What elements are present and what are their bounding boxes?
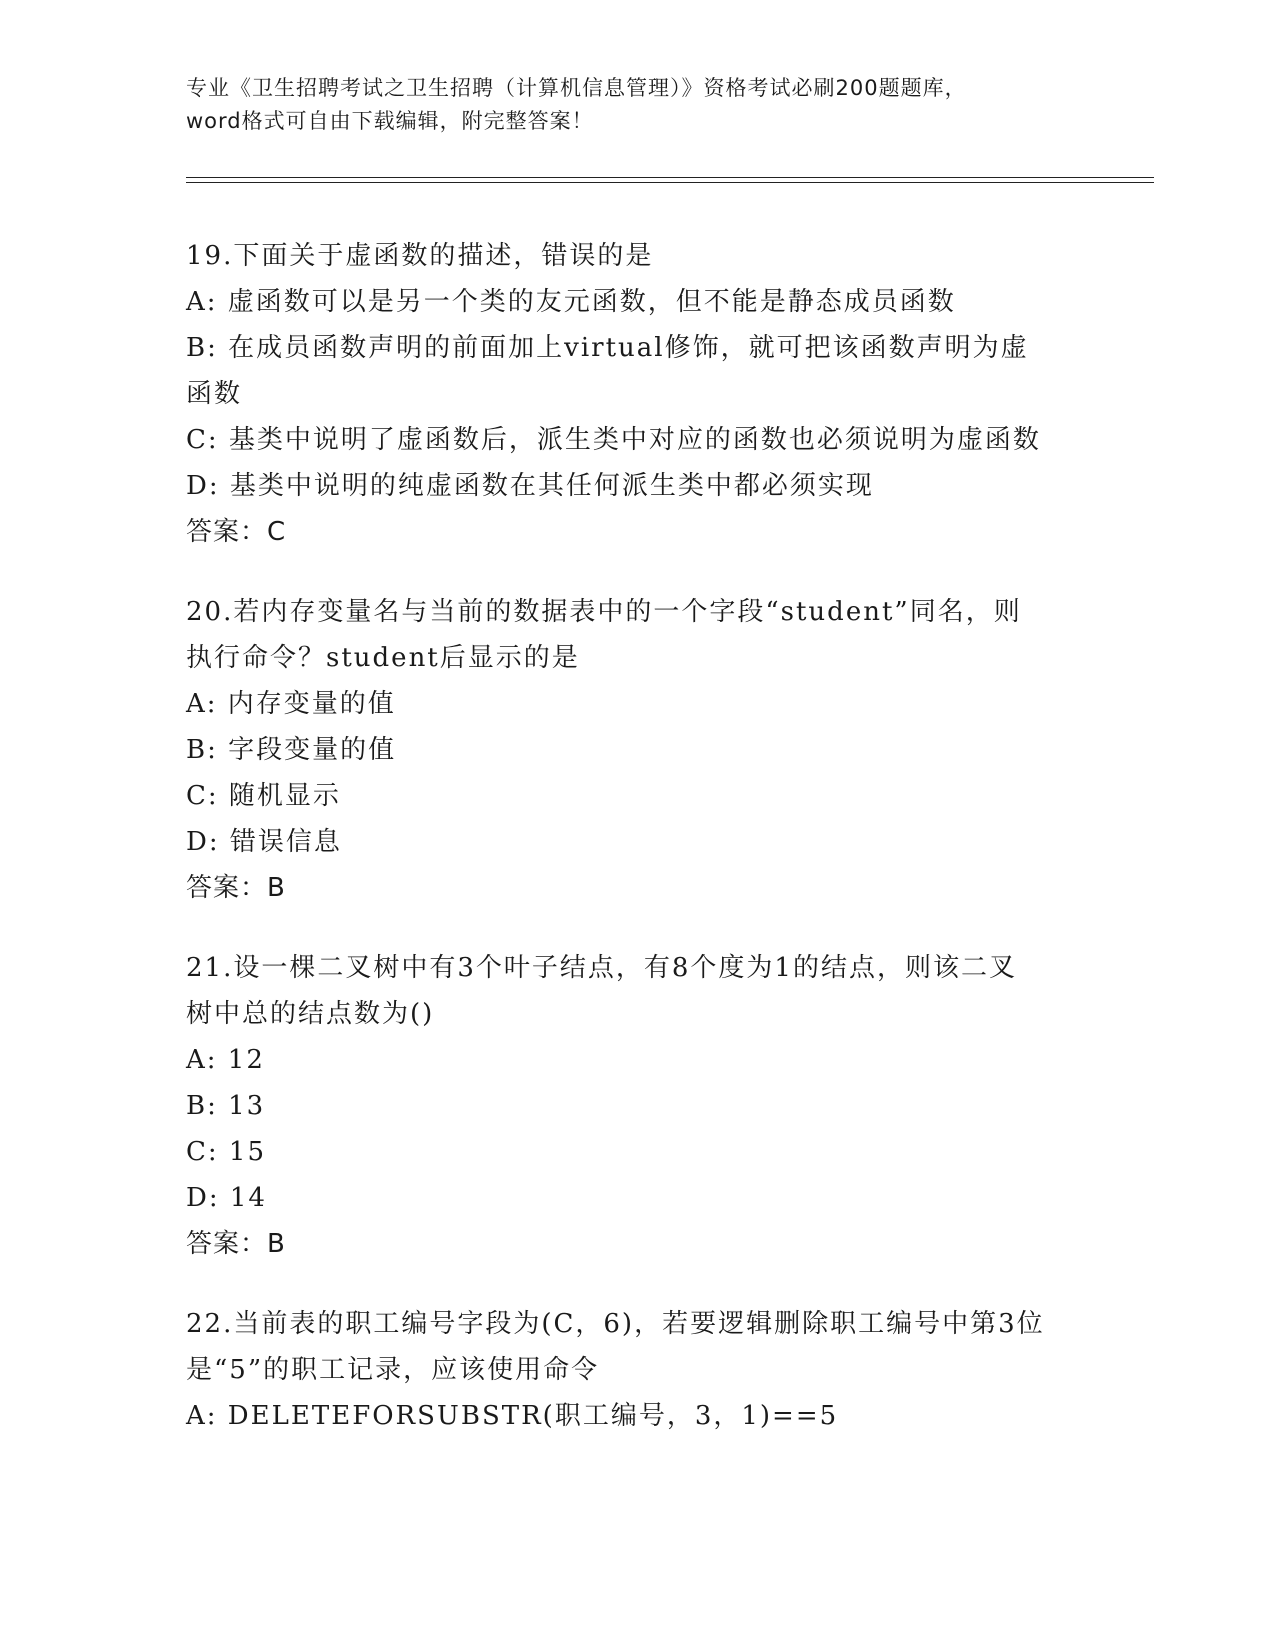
option-c: C: 15	[186, 1137, 267, 1167]
header-line-2: word格式可自由下载编辑，附完整答案！	[186, 109, 594, 133]
answer: 答案：B	[186, 1229, 286, 1259]
option-b: B: 字段变量的值	[186, 735, 397, 765]
option-b: B: 13	[186, 1091, 266, 1121]
question-text: 21.设一棵二叉树中有3个叶子结点，有8个度为1的结点，则该二叉	[186, 953, 1017, 983]
option-d: D: 错误信息	[186, 827, 342, 857]
question-text: 22.当前表的职工编号字段为(C，6)，若要逻辑删除职工编号中第3位	[186, 1309, 1045, 1339]
answer: 答案：C	[186, 517, 287, 547]
option-b: B: 在成员函数声明的前面加上virtual修饰，就可把该函数声明为虚	[186, 333, 1029, 363]
question-text-continued: 是“5”的职工记录，应该使用命令	[186, 1355, 600, 1385]
question-22	[186, 1301, 1086, 1439]
question-text-continued: 执行命令？student后显示的是	[186, 643, 580, 673]
question-21	[186, 945, 1086, 1267]
option-b-continued: 函数	[186, 379, 243, 409]
header-divider-top	[186, 177, 1154, 178]
option-a: A: 内存变量的值	[186, 689, 396, 719]
question-text: 19.下面关于虚函数的描述，错误的是	[186, 241, 654, 271]
option-c: C: 基类中说明了虚函数后，派生类中对应的函数也必须说明为虚函数	[186, 425, 1041, 455]
header-divider-bottom	[186, 182, 1154, 183]
option-a: A: DELETEFORSUBSTR(职工编号，3，1)==5	[186, 1401, 839, 1431]
option-d: D: 14	[186, 1183, 267, 1213]
option-d: D: 基类中说明的纯虚函数在其任何派生类中都必须实现	[186, 471, 874, 501]
document-header	[186, 72, 1086, 138]
question-text: 20.若内存变量名与当前的数据表中的一个字段“student”同名，则	[186, 597, 1022, 627]
question-19	[186, 233, 1086, 555]
option-a: A: 虚函数可以是另一个类的友元函数，但不能是静态成员函数	[186, 287, 956, 317]
question-text-continued: 树中总的结点数为()	[186, 999, 435, 1029]
option-c: C: 随机显示	[186, 781, 341, 811]
question-list	[186, 233, 1086, 1439]
question-20	[186, 589, 1086, 911]
option-a: A: 12	[186, 1045, 265, 1075]
header-line-1: 专业《卫生招聘考试之卫生招聘（计算机信息管理）》资格考试必刷200题题库，	[186, 76, 967, 100]
answer: 答案：B	[186, 873, 286, 903]
